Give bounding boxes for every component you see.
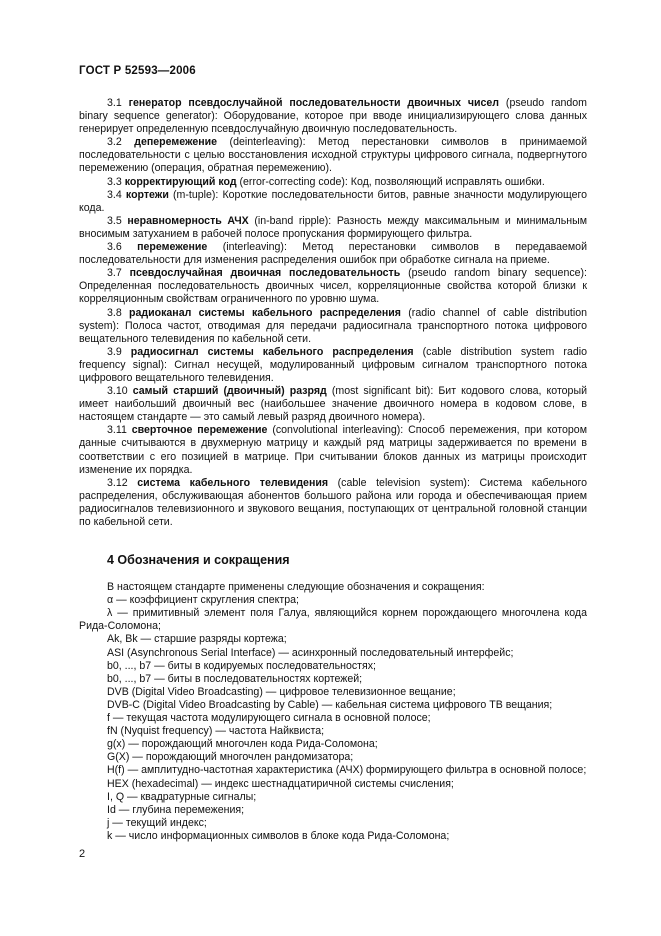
abbreviation-item: HEX (hexadecimal) — индекс шестнадцатиричной системы счисления; <box>107 777 454 790</box>
definition-item <box>79 346 587 385</box>
definition-number: 3.11 <box>107 424 127 437</box>
abbreviation-item: λ — примитивный элемент поля Галуа, являющийся корнем порождающего многочлена кода Рида-Соломона; <box>79 607 587 633</box>
abbreviation-item: DVB (Digital Video Broadcasting) — цифровое телевизионное вещание; <box>107 685 456 698</box>
abbreviation-item: fN (Nyquist frequency) — частота Найквиста; <box>107 725 325 738</box>
definition-number: 3.7 <box>107 267 122 280</box>
definition-text: (most significant bit): Бит кодового слова, который имеет наибольший двоичный вес (наибольшее значение двоичного номера в кодовом слове, в настоящем стандарте — это самый левый разряд двоичного номера). <box>79 385 587 424</box>
definition-item <box>79 189 587 215</box>
definition-number: 3.3 <box>107 175 122 188</box>
definition-number: 3.12 <box>107 476 128 489</box>
definition-text: (cable television system): Система кабельного распределения, обслуживающая абонентов большого района или города и обеспечивающая прием радиосигналов телевизионного и звукового вещания, поступающих от центральной головной станции по кабельной сети. <box>79 476 587 528</box>
definition-text: (interleaving): Метод перестановки символов в передаваемой последовательности для изменения распределения ошибок при обработке сигнала на приеме. <box>79 241 587 267</box>
definition-text: (deinterleaving): Метод перестановки символов в принимаемой последовательности с целью восстановления исходной структуры цифрового сигнала, подвергнутого перемежению (операция, обратная перемежению). <box>79 136 587 175</box>
definition-number: 3.1 <box>107 97 122 109</box>
definition-number: 3.9 <box>107 345 122 358</box>
abbreviation-item: k — число информационных символов в блоке кода Рида-Соломона; <box>107 829 450 842</box>
definition-text: (pseudo random binary sequence): Определенная последовательность двоичных чисел, корреляционные свойства которой близки к корреляционным свойствам ограниченного по уровню шума. <box>79 267 588 306</box>
page-content <box>79 97 587 843</box>
abbreviation-item: b0, ..., b7 — биты в кодируемых последовательностях; <box>107 659 376 672</box>
definition-term: псевдослучайная двоичная последовательность <box>129 267 401 280</box>
definition-number: 3.2 <box>107 136 122 149</box>
definition-item <box>79 477 587 529</box>
definition-item <box>79 424 587 476</box>
definition-term: генератор псевдослучайной последовательности двоичных чисел <box>128 97 500 109</box>
definition-item <box>79 385 587 424</box>
abbreviation-item: I, Q — квадратурные сигналы; <box>107 790 257 803</box>
document-header: ГОСТ Р 52593—2006 <box>79 65 196 77</box>
definition-text: (cable distribution system radio frequency signal): Сигнал несущей, модулированный цифровым сигналом транспортного потока цифрового вещательного телевидения. <box>79 345 587 384</box>
definitions-list <box>79 97 587 529</box>
abbreviation-item: g(x) — порождающий многочлен кода Рида-Соломона; <box>107 738 378 751</box>
definition-item <box>79 307 587 346</box>
abbreviations-list <box>79 594 587 843</box>
abbreviation-item: ASI (Asynchronous Serial Interface) — асинхронный последовательный интерфейс; <box>107 646 514 659</box>
definition-number: 3.6 <box>107 241 122 254</box>
definition-term: радиоканал системы кабельного распределения <box>129 306 401 319</box>
definition-item <box>79 97 587 136</box>
definition-term: перемежение <box>137 241 208 254</box>
abbreviation-item: f — текущая частота модулирующего сигнала в основной полосе; <box>107 712 431 725</box>
definition-term: система кабельного телевидения <box>137 476 329 489</box>
abbreviation-item: b0, ..., b7 — биты в последовательностях кортежей; <box>107 672 363 685</box>
abbreviation-item: Id — глубина перемежения; <box>107 803 245 816</box>
definition-item <box>79 136 587 175</box>
definition-term: радиосигнал системы кабельного распределения <box>130 345 414 358</box>
definition-item <box>79 215 587 241</box>
definition-item <box>79 176 587 189</box>
definition-number: 3.10 <box>107 385 128 398</box>
abbreviation-item: Ak, Bk — старшие разряды кортежа; <box>107 633 287 646</box>
definition-term: кортежи <box>125 188 169 201</box>
section-intro: В настоящем стандарте применены следующие обозначения и сокращения: <box>107 581 485 594</box>
definition-text: (m-tuple): Короткие последовательности битов, равные значности модулирующего кода. <box>79 188 587 214</box>
definition-text: (pseudo random binary sequence generator): Оборудование, которое при вводе инициализирующего слова данных генерирует определенную псевдослучайную двоичную последовательность. <box>79 97 587 136</box>
definition-item <box>79 267 587 306</box>
abbreviation-item: G(X) — порождающий многочлен рандомизатора; <box>107 751 354 764</box>
definition-text: (convolutional interleaving): Способ перемежения, при котором данные считываются в двухмерную матрицу и каждый ряд матрицы задерживается по времени в соответствии с его позицией в матрице. При считывании блоков данных из матрицы происходит изменение их порядка. <box>79 424 587 476</box>
abbreviation-item: j — текущий индекс; <box>107 816 207 829</box>
definition-number: 3.4 <box>107 188 122 201</box>
definition-term: деперемежение <box>134 136 218 149</box>
definition-number: 3.5 <box>107 214 122 227</box>
definition-text: (error-correcting code): Код, позволяющий исправлять ошибки. <box>236 175 545 188</box>
definition-term: сверточное перемежение <box>131 424 268 437</box>
definition-text: (in-band ripple): Разность между максимальным и минимальным вносимым затуханием в рабочей полосе пропускания формирующего фильтра. <box>79 214 587 240</box>
definition-number: 3.8 <box>107 306 122 319</box>
definition-term: неравномерность АЧХ <box>127 214 249 227</box>
page-number: 2 <box>79 848 86 860</box>
section-heading: 4 Обозначения и сокращения <box>107 553 290 568</box>
abbreviation-item: H(f) — амплитудно-частотная характеристика (АЧХ) формирующего фильтра в основной полосе; <box>107 764 587 777</box>
definition-item <box>79 241 587 267</box>
definition-term: самый старший (двоичный) разряд <box>132 385 327 398</box>
abbreviation-item: DVB-C (Digital Video Broadcasting by Cable) — кабельная система цифрового ТВ вещания; <box>107 698 553 711</box>
abbreviation-item: α — коэффициент скругления спектра; <box>107 594 299 607</box>
definition-text: (radio channel of cable distribution system): Полоса частот, отводимая для передачи радиосигнала транспортного потока цифрового вещательного телевидения по кабельной сети. <box>79 306 587 345</box>
definition-term: корректирующий код <box>124 175 237 188</box>
